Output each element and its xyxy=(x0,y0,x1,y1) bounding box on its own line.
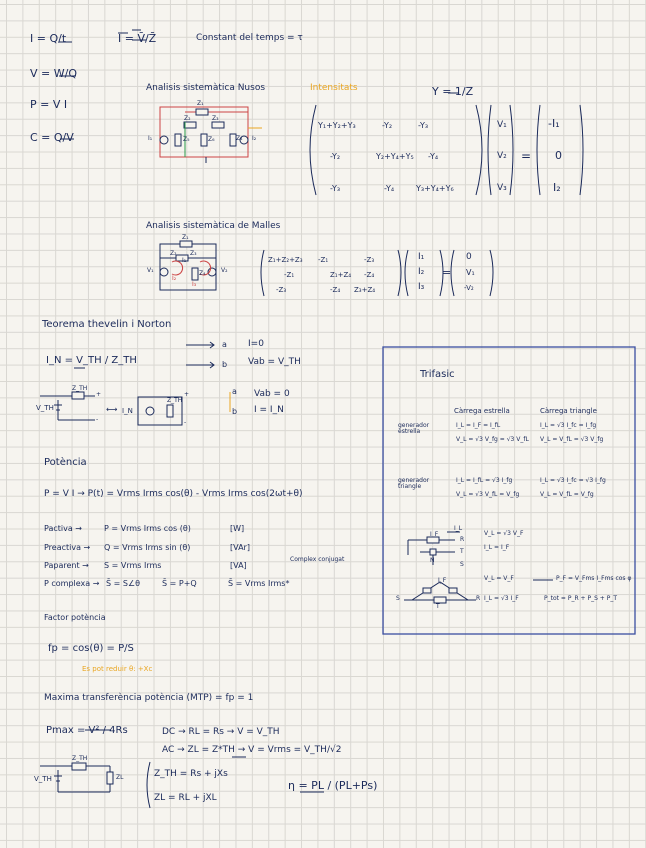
power-reactive-label: Preactiva → xyxy=(44,543,91,552)
admittance-formula: Y = 1/Z xyxy=(432,85,474,98)
thevenin-a2: a xyxy=(232,387,237,396)
meshes-m11: Z₁+Z₂+Z₃ xyxy=(268,256,303,264)
nodes-m32: -Y₄ xyxy=(384,184,395,193)
power-active-unit: [W] xyxy=(230,524,245,533)
phasor-current-definition: Ī = V̄/Z̄ xyxy=(118,32,157,45)
norton-zth: Z_TH xyxy=(167,397,183,404)
meshes-label-i2: I₂ xyxy=(172,275,177,282)
trifasic-delta-vl: V_L = V_F xyxy=(484,575,514,582)
nodes-v2: V₂ xyxy=(497,151,507,161)
meshes-m23: -Z₄ xyxy=(364,271,375,279)
meshes-title: Analisis sistemàtica de Malles xyxy=(146,221,281,231)
mtp-label-zl: ZL xyxy=(116,774,124,781)
mtp-ac: AC → ZL = Z*TH → V = Vrms = V_TH/√2 xyxy=(162,745,342,755)
power-title: Potència xyxy=(44,457,87,468)
power-complex-label: P complexa → xyxy=(44,579,100,588)
norton-minus: - xyxy=(184,419,187,426)
mtp-dc: DC → RL = Rs → V = V_TH xyxy=(162,727,280,737)
trifasic-title: Trifasic xyxy=(420,369,455,380)
trifasic-c11: I_L = I_F = I_fL xyxy=(456,422,501,429)
meshes-label-z1: Z₁ xyxy=(182,234,189,241)
trifasic-c31: I_L = I_fL = √3 I_fg xyxy=(456,477,513,484)
meshes-m22: Z₁+Z₄ xyxy=(330,271,352,279)
trifasic-c42: V_L = V_fL = V_fg xyxy=(540,491,594,498)
power-apparent-label: Paparent → xyxy=(44,561,89,570)
nodes-v3: V₃ xyxy=(497,183,507,193)
trifasic-star-t: T xyxy=(460,548,464,555)
trifasic-power-total: P_tot = P_R + P_S + P_T xyxy=(544,595,618,602)
mtp-label-zth: Z_TH xyxy=(72,755,88,762)
mtp-zth: Z_TH = Rs + jXs xyxy=(154,769,228,779)
nodes-m12: -Y₂ xyxy=(382,121,393,130)
trifasic-star-il: I_L = I_F xyxy=(484,544,510,551)
power-active-formula: P = Vrms Irms cos (θ) xyxy=(104,524,191,533)
nodes-label-z5: Z₅ xyxy=(183,136,190,143)
mtp-zl: ZL = RL + jXL xyxy=(154,793,217,803)
power-apparent-unit: [VA] xyxy=(230,561,247,570)
meshes-label-v2: V₂ xyxy=(221,267,228,274)
meshes-label-z3: Z₃ xyxy=(190,250,197,257)
nodes-matrix-brackets xyxy=(310,105,583,195)
nodes-m31: -Y₃ xyxy=(330,184,341,193)
power-active-label: Pactiva → xyxy=(44,524,83,533)
power-reactive-formula: Q = Vrms Irms sin (θ) xyxy=(104,543,191,552)
mtp-title: Maxima transferència potència (MTP) = fp = 1 xyxy=(44,693,254,703)
nodes-m33: Y₃+Y₄+Y₆ xyxy=(416,184,454,193)
thevenin-b1: b xyxy=(222,360,228,369)
thevenin-minus: - xyxy=(96,416,99,423)
power-factor-formula: fp = cos(θ) = P/S xyxy=(48,643,134,654)
norton-plus: + xyxy=(184,391,190,398)
meshes-label-i1: I₁ xyxy=(182,257,187,264)
nodes-s3: I₂ xyxy=(553,181,561,194)
trifasic-c12: I_L = √3 I_fc = I_fg xyxy=(540,422,597,429)
mtp-pmax: Pmax = V² / 4Rs xyxy=(46,725,128,736)
capacitance-definition: C = Q/V xyxy=(30,131,74,144)
nodes-label-i1: I₁ xyxy=(148,135,153,142)
trifasic-delta-s: S xyxy=(396,595,400,602)
mtp-label-vth: V_TH xyxy=(34,775,52,783)
nodes-m11: Y₁+Y₂+Y₃ xyxy=(318,121,356,130)
nodes-note: Intensitats xyxy=(310,83,358,93)
trifasic-col-star: Càrrega estrella xyxy=(454,407,510,415)
meshes-equals: = xyxy=(442,266,452,279)
trifasic-c22: V_L = V_fL = √3 V_fg xyxy=(540,436,604,443)
nodes-m23: -Y₄ xyxy=(428,152,439,161)
thevenin-arrow: ⟷ xyxy=(106,405,118,414)
meshes-i1: I₁ xyxy=(418,252,425,262)
mtp-efficiency: η = PL / (PL+Ps) xyxy=(288,779,378,792)
nodes-v1: V₁ xyxy=(497,120,507,130)
thevenin-title: Teorema thevelin i Norton xyxy=(42,319,172,330)
power-complex-sum: S̄ = P+Q xyxy=(162,579,197,588)
nodes-label-z2: Z₂ xyxy=(184,115,191,122)
meshes-i2: I₂ xyxy=(418,267,425,277)
thevenin-vth: V_TH xyxy=(36,404,54,412)
trifasic-row-delta: generador triangle xyxy=(398,477,430,490)
current-definition: I = Q/t xyxy=(30,32,67,45)
power-reactive-unit: [VAr] xyxy=(230,543,250,552)
meshes-label-v1: V₁ xyxy=(147,267,154,274)
nodes-circuit xyxy=(160,107,262,163)
meshes-s2: V₁ xyxy=(466,268,475,277)
time-constant: Constant del temps = τ xyxy=(196,33,303,43)
trifasic-star-n: N xyxy=(430,557,435,564)
nodes-label-z3: Z₃ xyxy=(212,115,219,122)
trifasic-star-vl: V_L = √3 V_F xyxy=(484,530,524,537)
nodes-s1: -I₁ xyxy=(548,117,560,130)
trifasic-c21: V_L = √3 V_fg = √3 V_fL xyxy=(456,436,529,443)
trifasic-delta-if: I_F xyxy=(438,577,447,584)
meshes-s3: -V₂ xyxy=(464,284,474,292)
power-complex-formula: S̄ = S∠θ xyxy=(106,579,141,588)
meshes-s1: 0 xyxy=(466,252,472,262)
power-factor-title: Factor potència xyxy=(44,613,106,622)
nodes-label-z4: Z₄ xyxy=(236,135,243,142)
power-complex-conj: S̄ = Vrms Irms* xyxy=(228,579,290,588)
voltage-definition: V = W/Q xyxy=(30,67,77,80)
meshes-label-i3: I₃ xyxy=(192,281,197,288)
nodes-title: Analisis sistemàtica Nusos xyxy=(146,83,266,93)
meshes-m12: -Z₁ xyxy=(318,256,329,264)
nodes-s2: 0 xyxy=(555,149,562,162)
nodes-equals: = xyxy=(521,149,532,163)
trifasic-col-delta: Càrrega triangle xyxy=(540,407,597,415)
trifasic-star-if-label: I_F xyxy=(430,531,439,538)
thevenin-open-i: I=0 xyxy=(248,339,264,349)
thevenin-vab: Vab = V_TH xyxy=(248,357,301,367)
trifasic-star-s: S xyxy=(460,561,464,568)
meshes-label-z2: Z₂ xyxy=(170,250,177,257)
thevenin-b2: b xyxy=(232,407,238,416)
trifasic-delta-r: R xyxy=(476,595,481,602)
trifasic-c32: I_L = √3 I_fc = √3 I_fg xyxy=(540,477,606,484)
meshes-m13: -Z₃ xyxy=(364,256,375,264)
thevenin-a1: a xyxy=(222,340,227,349)
power-instant: P = V I → P(t) = Vrms Irms cos(θ) - Vrms Irms cos(2ωt+θ) xyxy=(44,489,303,499)
power-factor-note: Es pot reduir θ: +Xc xyxy=(82,665,153,673)
trifasic-power-pf: P_F = V_Fms I_Fms cos φ xyxy=(556,575,632,582)
nodes-label-z6: Z₆ xyxy=(208,136,215,143)
nodes-label-z1: Z₁ xyxy=(197,100,204,107)
thevenin-plus: + xyxy=(96,391,102,398)
meshes-m21: -Z₁ xyxy=(284,271,295,279)
nodes-m13: -Y₃ xyxy=(418,121,429,130)
trifasic-star-r: R xyxy=(460,536,465,543)
power-definition: P = V I xyxy=(30,98,68,111)
trifasic-c41: V_L = √3 V_fL = V_fg xyxy=(456,491,520,498)
thevenin-zth: Z_TH xyxy=(72,385,88,392)
power-apparent-formula: S = Vrms Irms xyxy=(104,561,162,570)
meshes-m33: Z₃+Z₄ xyxy=(354,286,376,294)
trifasic-delta-il: I_L = √3 I_F xyxy=(484,595,519,602)
trifasic-row-star: generador estrella xyxy=(398,422,430,435)
thevenin-short-i: I = I_N xyxy=(254,405,284,415)
meshes-label-z4: Z₄ xyxy=(199,270,206,277)
meshes-m31: -Z₃ xyxy=(276,286,287,294)
conjugate-note: Complex conjugat xyxy=(290,556,345,563)
meshes-m32: -Z₄ xyxy=(330,286,341,294)
trifasic-star-il-label: I_L xyxy=(454,525,463,532)
norton-current: I_N = V_TH / Z_TH xyxy=(46,355,137,366)
trifasic-delta-t: T xyxy=(436,603,440,610)
nodes-label-i2: I₂ xyxy=(252,135,257,142)
meshes-circuit xyxy=(160,241,216,290)
norton-in: I_N xyxy=(122,407,133,415)
nodes-m21: -Y₂ xyxy=(330,152,341,161)
nodes-m22: Y₂+Y₄+Y₅ xyxy=(376,152,414,161)
thevenin-short-vab: Vab = 0 xyxy=(254,389,290,399)
meshes-i3: I₃ xyxy=(418,282,425,292)
